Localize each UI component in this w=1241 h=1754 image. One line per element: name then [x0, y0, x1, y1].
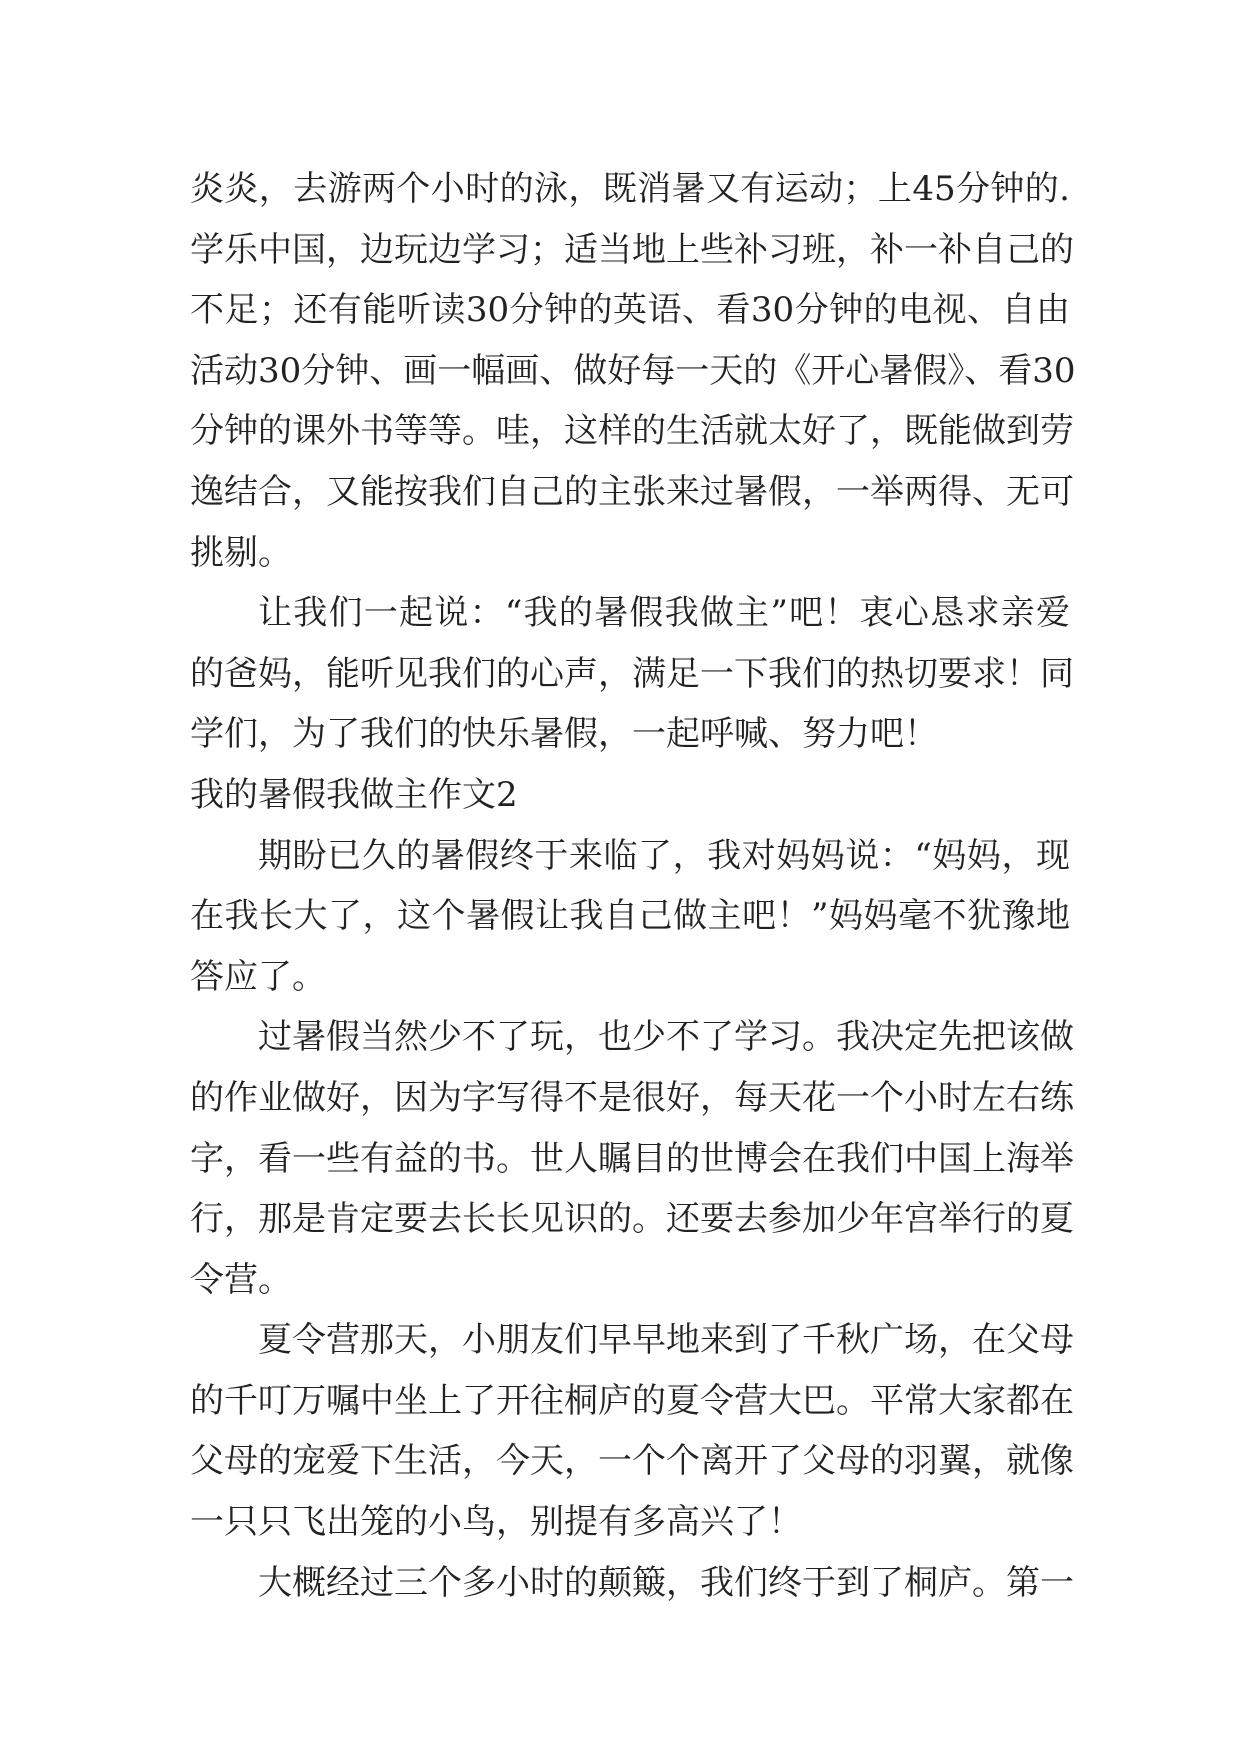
- text-line: 答应了。: [190, 956, 326, 997]
- text-line: 挑剔。: [190, 532, 292, 573]
- text-line: 炎炎，去游两个小时的泳，既消暑又有运动；上45分钟的.: [190, 169, 1070, 209]
- text-line: 逸结合，又能按我们自己的主张来过暑假，一举两得、无可: [190, 471, 1074, 512]
- text-line: 学乐中国，边玩边学习；适当地上些补习班，补一补自己的: [190, 229, 1074, 270]
- text-line: 字，看一些有益的书。世人瞩目的世博会在我们中国上海举: [190, 1138, 1074, 1179]
- text-line: 过暑假当然少不了玩，也少不了学习。我决定先把该做: [258, 1017, 1074, 1058]
- text-line: 父母的宠爱下生活，今天，一个个离开了父母的羽翼，就像: [190, 1441, 1074, 1482]
- text-line: 的爸妈，能听见我们的心声，满足一下我们的热切要求！同: [190, 653, 1074, 694]
- text-line: 大概经过三个多小时的颠簸，我们终于到了桐庐。第一: [258, 1562, 1074, 1603]
- text-line: 让我们一起说：“我的暑假我做主”吧！衷心恳求亲爱: [258, 593, 1070, 634]
- text-line: 我的暑假我做主作文2: [190, 774, 518, 815]
- text-line: 的作业做好，因为字写得不是很好，每天花一个小时左右练: [190, 1077, 1074, 1118]
- body-text: [190, 159, 1076, 1613]
- text-line: 令营。: [190, 1259, 292, 1300]
- text-line: 夏令营那天，小朋友们早早地来到了千秋广场，在父母: [258, 1320, 1074, 1361]
- text-line: 一只只飞出笼的小鸟，别提有多高兴了！: [190, 1502, 802, 1543]
- text-line: 活动30分钟、画一幅画、做好每一天的《开心暑假》、看30: [190, 350, 1076, 391]
- text-line: 不足；还有能听读30分钟的英语、看30分钟的电视、自由: [190, 290, 1070, 331]
- text-line: 在我长大了，这个暑假让我自己做主吧！”妈妈毫不犹豫地: [190, 896, 1070, 937]
- text-line: 行，那是肯定要去长长见识的。还要去参加少年宫举行的夏: [190, 1199, 1074, 1240]
- text-line: 学们，为了我们的快乐暑假，一起呼喊、努力吧！: [190, 714, 938, 755]
- text-line: 的千叮万嘱中坐上了开往桐庐的夏令营大巴。平常大家都在: [190, 1380, 1074, 1421]
- text-line: 期盼已久的暑假终于来临了，我对妈妈说：“妈妈，现: [258, 835, 1070, 876]
- text-line: 分钟的课外书等等。哇，这样的生活就太好了，既能做到劳: [190, 411, 1074, 452]
